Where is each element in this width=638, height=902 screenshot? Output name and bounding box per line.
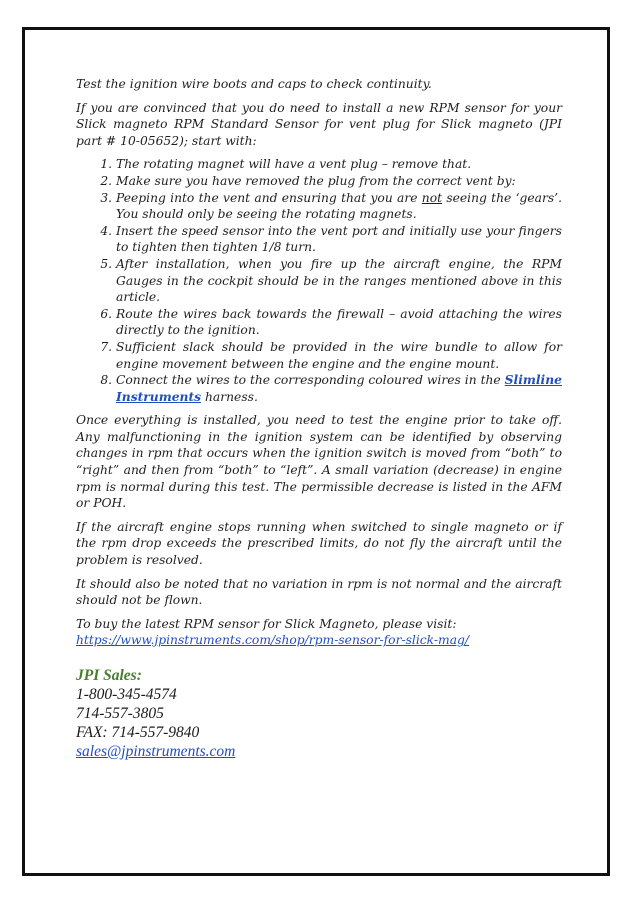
step-4: 4. Insert the speed sensor into the vent port and initially use your fingers to tighten then tighten 1/8 turn. — [116, 223, 562, 256]
step-3-text-b: seeing the ‘gears’. You should only be seeing the rotating magnets. — [116, 190, 562, 222]
product-url-link[interactable]: https://www.jpinstruments.com/shop/rpm-sensor-for-slick-mag/ — [76, 633, 470, 648]
step-3 — [116, 190, 562, 223]
paragraph-buy — [76, 616, 562, 649]
article-body — [76, 76, 562, 649]
sales-contact-block — [76, 666, 376, 761]
step-8-text-a: Connect the wires to the corresponding coloured wires in the — [116, 373, 505, 388]
sales-email-link[interactable]: sales@jpinstruments.com — [76, 743, 236, 760]
sales-phone-tollfree: 1-800-345-4574 — [76, 686, 177, 703]
slimline-instruments-link[interactable]: Slimline Instruments — [116, 372, 562, 404]
step-7: 7. Sufficient slack should be provided in the wire bundle to allow for engine movement between the engine and the engine mount. — [116, 339, 562, 372]
paragraph-engine-test: Once everything is installed, you need to test the engine prior to take off. Any malfunctioning in the ignition system can be identified by observing changes in rpm that occurs when the ignition switch is moved from “both” to “right” and then from “both” to “left”. A small variation (decrease) in engine rpm is normal during this test. The permissible decrease is listed in the AFM or POH. — [76, 413, 562, 511]
paragraph-intro: If you are convinced that you do need to install a new RPM sensor for your Slick magneto RPM Standard Sensor for vent plug for Slick magneto (JPI part # 10-05652); start with: — [76, 100, 562, 148]
sales-phone: 714-557-3805 — [76, 705, 164, 722]
step-8-text-b: harness. — [201, 389, 258, 404]
step-8 — [116, 372, 562, 405]
step-1: 1. The rotating magnet will have a vent plug – remove that. — [116, 156, 562, 173]
buy-text: To buy the latest RPM sensor for Slick Magneto, please visit: — [76, 616, 457, 631]
step-3-emphasis: not — [421, 190, 443, 205]
paragraph-no-variation: It should also be noted that no variation in rpm is not normal and the aircraft should not be flown. — [76, 576, 562, 608]
paragraph-test-boots: Test the ignition wire boots and caps to check continuity. — [76, 77, 432, 91]
step-6: 6. Route the wires back towards the firewall – avoid attaching the wires directly to the ignition. — [116, 306, 562, 339]
paragraph-engine-stops: If the aircraft engine stops running when switched to single magneto or if the rpm drop exceeds the prescribed limits, do not fly the aircraft until the problem is resolved. — [76, 519, 562, 568]
step-5: 5. After installation, when you fire up the aircraft engine, the RPM Gauges in the cockpit should be in the ranges mentioned above in this article. — [116, 256, 562, 306]
sales-fax: FAX: 714-557-9840 — [76, 724, 200, 741]
step-3-text-a: Peeping into the vent and ensuring that you are — [116, 190, 422, 205]
step-2: 2. Make sure you have removed the plug from the correct vent by: — [116, 173, 562, 190]
sales-heading: JPI Sales: — [76, 667, 142, 684]
install-steps-list — [76, 156, 562, 405]
